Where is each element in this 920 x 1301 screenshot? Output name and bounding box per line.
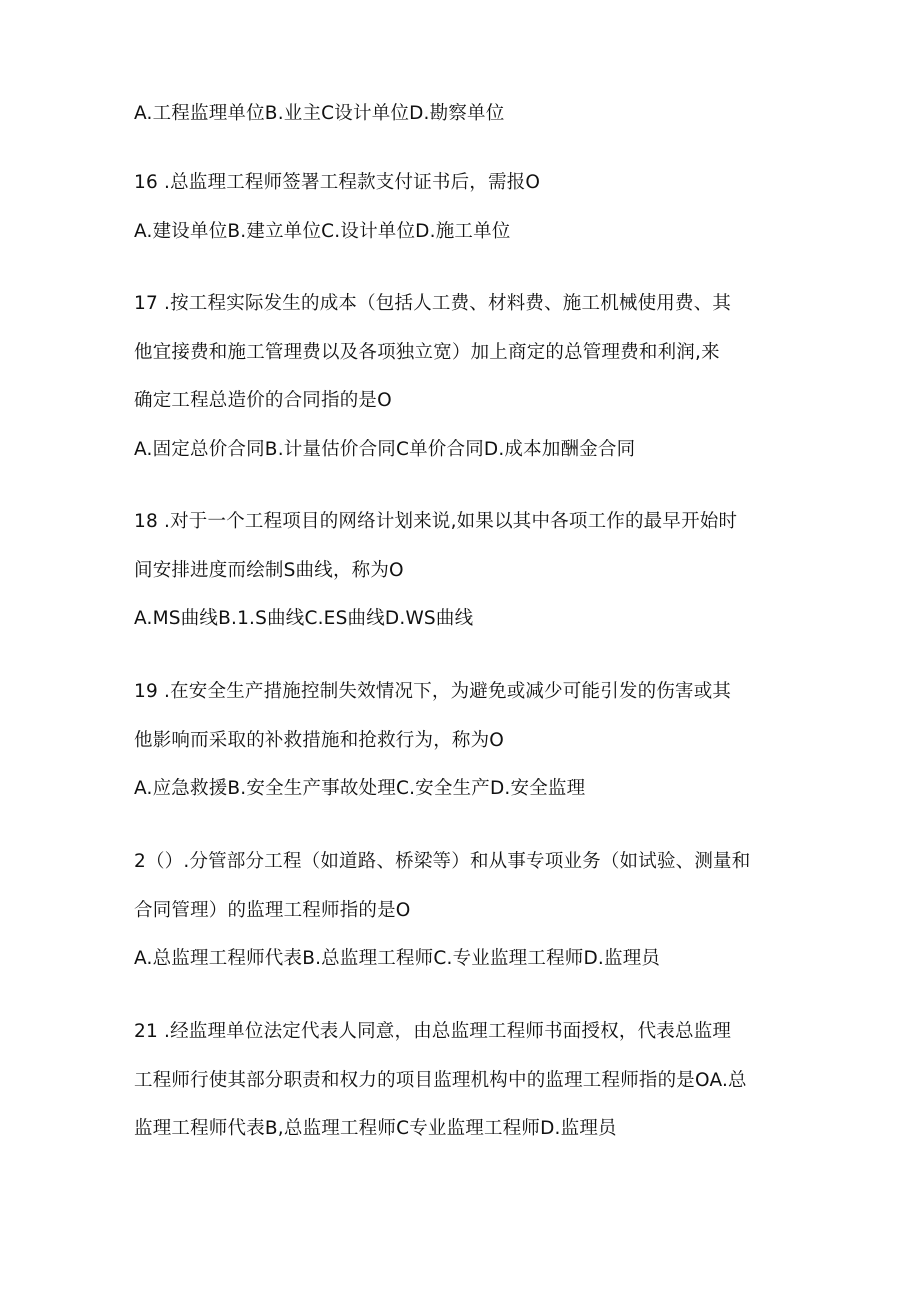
- text-line: A.工程监理单位B.业主C设计单位D.勘察单位: [134, 103, 505, 124]
- text-line: 他影响而采取的补救措施和抢救行为，称为O: [134, 730, 505, 751]
- text-line: 合同管理）的监理工程师指的是O: [134, 900, 411, 921]
- options-17: A.固定总价合同B.计量估价合同C单价合同D.成本加酬金合同: [134, 439, 636, 460]
- options-21: 监理工程师代表B,总监理工程师C专业监理工程师D.监理员: [134, 1118, 617, 1139]
- text-line: 确定工程总造价的合同指的是O: [134, 390, 392, 411]
- question-16: 16 .总监理工程师签署工程款支付证书后，需报O: [134, 172, 541, 193]
- options-19: A.应急救援B.安全生产事故处理C.安全生产D.安全监理: [134, 778, 586, 799]
- text-line: 间安排进度而绘制S曲线，称为O: [134, 560, 404, 581]
- options-20: A.总监理工程师代表B.总监理工程师C.专业监理工程师D.监理员: [134, 948, 661, 969]
- question-18: 18 .对于一个工程项目的网络计划来说,如果以其中各项工作的最早开始时: [134, 511, 738, 532]
- text-line: 他宜接费和施工管理费以及各项独立宽）加上商定的总管理费和利润,来: [134, 342, 720, 363]
- question-20: 2（）.分管部分工程（如道路、桥梁等）和从事专项业务（如试验、测量和: [134, 851, 751, 872]
- text-line: 工程师行使其部分职责和权力的项目监理机构中的监理工程师指的是OA.总: [134, 1070, 747, 1091]
- options-16: A.建设单位B.建立单位C.设计单位D.施工单位: [134, 221, 511, 242]
- options-18: A.MS曲线B.1.S曲线C.ES曲线D.WS曲线: [134, 608, 474, 629]
- question-17: 17 .按工程实际发生的成本（包括人工费、材料费、施工机械使用费、其: [134, 293, 732, 314]
- question-19: 19 .在安全生产措施控制失效情况下，为避免或减少可能引发的伤害或其: [134, 681, 732, 702]
- question-21: 21 .经监理单位法定代表人同意，由总监理工程师书面授权，代表总监理: [134, 1021, 732, 1042]
